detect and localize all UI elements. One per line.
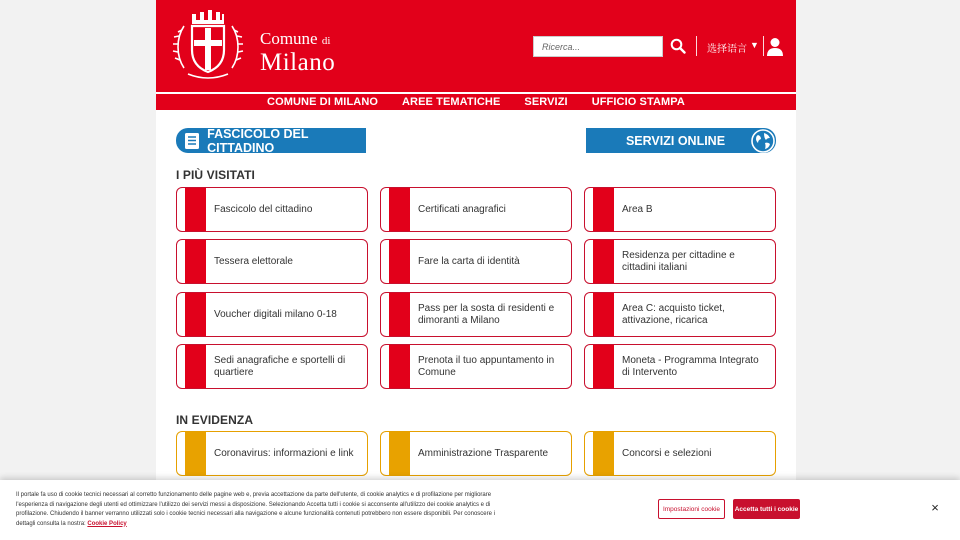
card-label: Pass per la sosta di residenti e dimoranti a Milano bbox=[418, 302, 555, 326]
servizi-online-button[interactable] bbox=[586, 128, 776, 153]
nav-item-ufficio-stampa[interactable]: UFFICIO STAMPA bbox=[591, 96, 685, 108]
card-label: Fascicolo del cittadino bbox=[214, 203, 313, 215]
service-card[interactable] bbox=[176, 344, 368, 389]
card-accent-bar bbox=[389, 293, 410, 336]
logo-line-comune: Comune bbox=[260, 29, 318, 48]
logo-wordmark bbox=[260, 30, 335, 76]
card-label: Residenza per cittadine e cittadini italiani bbox=[622, 249, 735, 273]
service-card[interactable] bbox=[176, 292, 368, 337]
card-accent-bar bbox=[185, 345, 206, 388]
page-container bbox=[156, 0, 796, 540]
card-label: Sedi anagrafiche e sportelli di quartiere bbox=[214, 354, 346, 378]
close-icon[interactable]: × bbox=[931, 500, 939, 515]
header-divider bbox=[696, 36, 697, 56]
card-label: Prenota il tuo appuntamento in Comune bbox=[418, 354, 555, 378]
language-selector[interactable]: 选择语言 bbox=[707, 44, 747, 55]
user-login-button[interactable] bbox=[766, 37, 784, 57]
section-title-highlights: IN EVIDENZA bbox=[176, 413, 254, 427]
card-accent-bar bbox=[389, 188, 410, 231]
cookie-notice-text bbox=[16, 491, 506, 529]
fascicolo-cittadino-button[interactable] bbox=[176, 128, 366, 153]
milano-crest-icon bbox=[170, 8, 246, 84]
cookie-settings-button[interactable]: Impostazioni cookie bbox=[658, 499, 725, 519]
card-accent-bar bbox=[593, 188, 614, 231]
service-card[interactable] bbox=[380, 187, 572, 232]
card-accent-bar bbox=[389, 240, 410, 283]
card-accent-bar bbox=[593, 293, 614, 336]
service-card[interactable] bbox=[176, 187, 368, 232]
card-label: Concorsi e selezioni bbox=[622, 447, 712, 459]
card-label: Voucher digitali milano 0-18 bbox=[214, 308, 337, 320]
service-card[interactable] bbox=[380, 292, 572, 337]
card-label: Moneta - Programma Integrato di Intervento bbox=[622, 354, 759, 378]
globe-icon bbox=[751, 129, 775, 153]
user-icon bbox=[766, 37, 784, 57]
fascicolo-button-label: FASCICOLO DEL CITTADINO bbox=[207, 126, 309, 155]
cookie-notice-body: Il portale fa uso di cookie tecnici necessari al corretto funzionamento delle pagine web e, previa accettazione da parte dell'utente, di cookie analytics e di profilazione per migliorare l'esperienza di navigazione degli utenti ed ottimizzare l'utilizzo dei servizi messi a disposizione. Selezionando Accetta tutti i cookie si acconsente all'utilizzo dei cookie analytics e di profilazione. Chiudendo il banner verranno utilizzati solo i cookie tecnici necessari alla navigazione e alcune funzionalità contenuti potrebbero non essere disponibili. Per conoscere i dettagli consulta la nostra: bbox=[16, 492, 495, 527]
card-label: Tessera elettorale bbox=[214, 255, 293, 267]
highlight-card[interactable] bbox=[380, 431, 572, 476]
card-label: Coronavirus: informazioni e link bbox=[214, 447, 354, 459]
service-card[interactable] bbox=[380, 239, 572, 284]
nav-item-servizi[interactable]: SERVIZI bbox=[524, 96, 568, 108]
card-accent-bar bbox=[185, 432, 206, 475]
card-label: Area B bbox=[622, 203, 653, 215]
service-card[interactable] bbox=[380, 344, 572, 389]
card-accent-bar bbox=[593, 345, 614, 388]
card-accent-bar bbox=[185, 188, 206, 231]
logo-line-milano: Milano bbox=[260, 49, 336, 76]
nav-item-comune-di-milano[interactable]: COMUNE DI MILANO bbox=[267, 96, 379, 108]
section-title-most-visited: I PIÙ VISITATI bbox=[176, 168, 255, 182]
card-label: Area C: acquisto ticket, attivazione, ricarica bbox=[622, 302, 725, 326]
card-accent-bar bbox=[593, 432, 614, 475]
service-card[interactable] bbox=[584, 292, 776, 337]
card-label: Amministrazione Trasparente bbox=[418, 447, 549, 459]
servizi-online-label: SERVIZI ONLINE bbox=[625, 133, 726, 148]
header-divider bbox=[763, 36, 764, 56]
service-card[interactable] bbox=[584, 187, 776, 232]
card-accent-bar bbox=[593, 240, 614, 283]
card-label: Certificati anagrafici bbox=[418, 203, 506, 215]
site-header bbox=[156, 0, 796, 92]
nav-item-aree-tematiche[interactable]: AREE TEMATICHE bbox=[402, 96, 501, 108]
accept-all-cookies-button[interactable]: Accetta tutti i cookie bbox=[733, 499, 800, 519]
card-accent-bar bbox=[389, 345, 410, 388]
main-navigation bbox=[156, 94, 796, 110]
service-card[interactable] bbox=[176, 239, 368, 284]
card-accent-bar bbox=[389, 432, 410, 475]
card-label: Fare la carta di identità bbox=[418, 255, 520, 267]
card-accent-bar bbox=[185, 293, 206, 336]
comune-logo[interactable] bbox=[170, 8, 336, 84]
cookie-banner bbox=[0, 480, 960, 540]
search-button[interactable] bbox=[670, 36, 690, 56]
document-icon bbox=[180, 128, 203, 153]
service-card[interactable] bbox=[584, 239, 776, 284]
search-icon bbox=[670, 38, 686, 54]
highlight-card[interactable] bbox=[584, 431, 776, 476]
search-input[interactable] bbox=[533, 36, 663, 57]
cookie-policy-link[interactable]: Cookie Policy bbox=[87, 520, 127, 527]
highlight-card[interactable] bbox=[176, 431, 368, 476]
logo-line-di: di bbox=[321, 35, 331, 47]
chevron-down-icon[interactable]: ▼ bbox=[750, 40, 759, 50]
service-card[interactable] bbox=[584, 344, 776, 389]
card-accent-bar bbox=[185, 240, 206, 283]
